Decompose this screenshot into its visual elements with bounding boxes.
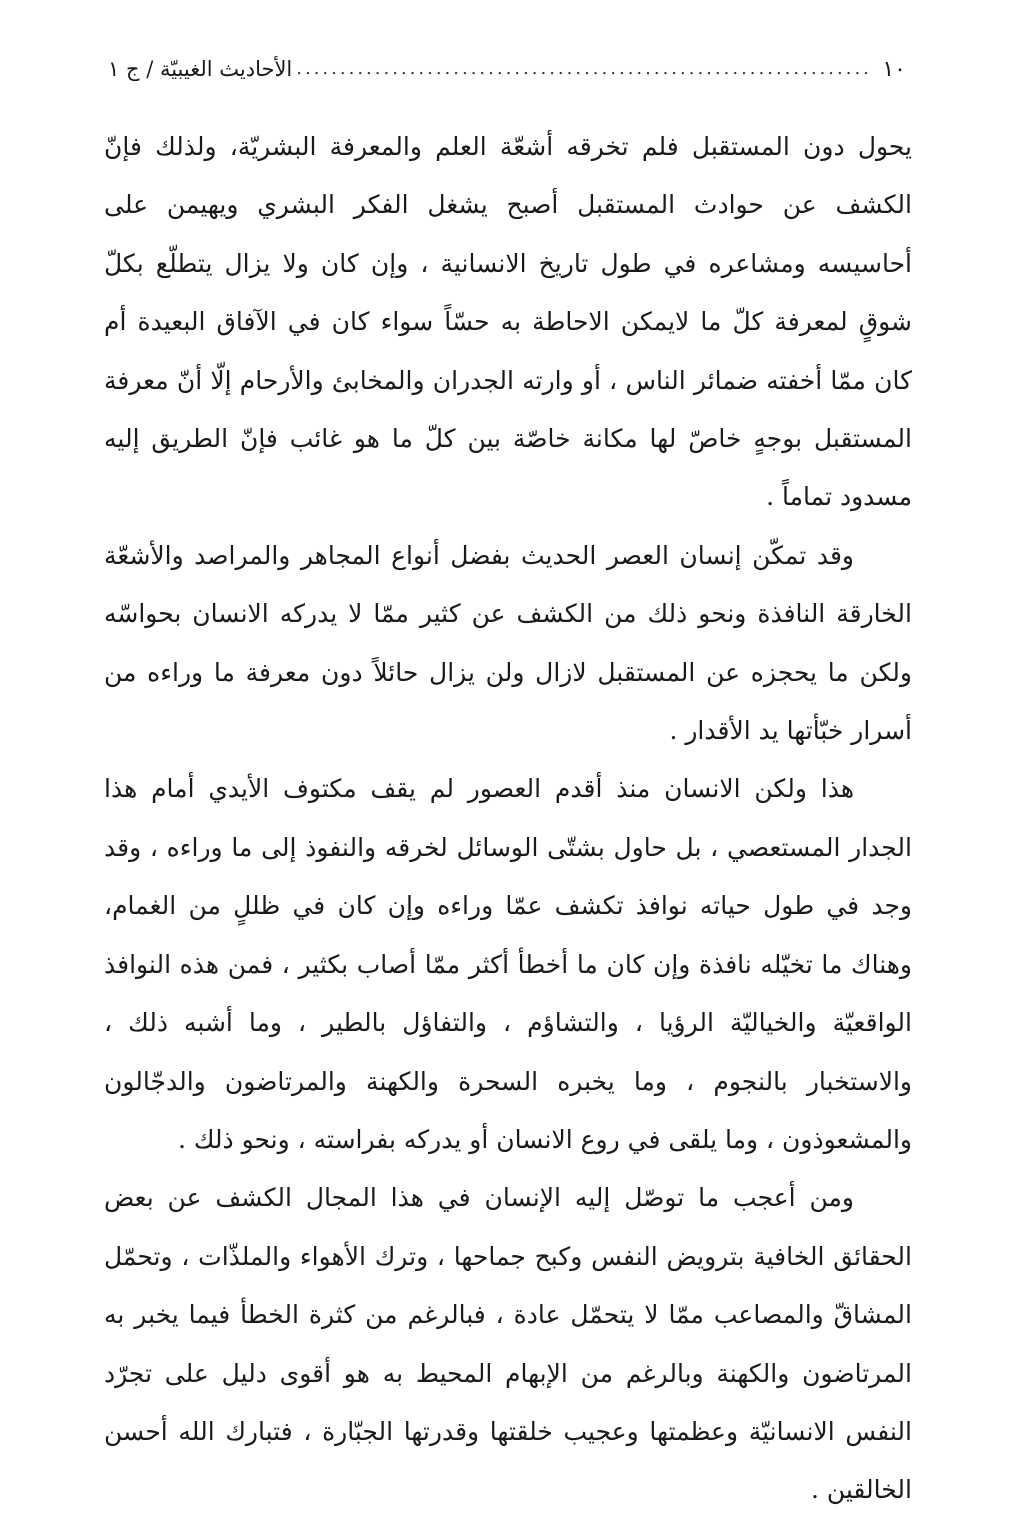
paragraph-4: ومن أعجب ما توصّل إليه الإنسان في هذا المجال الكشف عن بعض الحقائق الخافية بترويض النفس وكبح جماحها ، وترك الأهواء والملذّات ، وتحمّل المشاقّ والمصاعب ممّا لا يتحمّل عادة ، فبالرغم من كثرة الخطأ فيما يخبر به المرتاضون والكهنة وبالرغم من الإبهام المحيط به هو أقوى دليل على تجرّد النفس الانسانيّة وعظمتها وعجيب خلقتها وقدرتها الجبّارة ، فتبارك الله أحسن الخالقين . (104, 1183, 912, 1505)
book-title: الأحاديث الغيبيّة / ج ١ (108, 57, 293, 81)
page-number: ١٠ (882, 56, 906, 82)
paragraph-1: يحول دون المستقبل فلم تخرقه أشعّة العلم والمعرفة البشريّة، ولذلك فإنّ الكشف عن حوادث المستقبل أصبح يشغل الفكر البشري ويهيمن على أحاسيسه ومشاعره في طول تاريخ الانسانية ، وإن كان ولا يزال يتطلّع بكلّ شوقٍ لمعرفة كلّ ما لايمكن الاحاطة به حسّاً سواء كان في الآفاق البعيدة أم كان ممّا أخفته ضمائر الناس ، أو وارته الجدران والمخابئ والأرحام إلّا أنّ معرفة المستقبل بوجهٍ خاصّ لها مكانة خاصّة بين كلّ ما هو غائب فإنّ الطريق إليه مسدود تماماً . (104, 132, 912, 512)
paragraph-3: هذا ولكن الانسان منذ أقدم العصور لم يقف مكتوف الأيدي أمام هذا الجدار المستعصي ، بل حاول بشتّى الوسائل لخرقه والنفوذ إلى ما وراءه ، وقد وجد في طول حياته نوافذ تكشف عمّا وراءه وإن كان في ظللٍ من الغمام، وهناك ما تخيّله نافذة وإن كان ما أخطأ أكثر ممّا أصاب بكثير ، فمن هذه النوافذ الواقعيّة والخياليّة الرؤيا ، والتشاؤم ، والتفاؤل بالطير ، وما أشبه ذلك ، والاستخبار بالنجوم ، وما يخبره السحرة والكهنة والمرتاضون والدجّالون والمشعوذون ، وما يلقى في روع الانسان أو يدركه بفراسته ، ونحو ذلك . (104, 774, 912, 1154)
paragraph-2: وقد تمكّن إنسان العصر الحديث بفضل أنواع المجاهر والمراصد والأشعّة الخارقة النافذة ونحو ذلك من الكشف عن كثير ممّا لا يدركه الانسان بحواسّه ولكن ما يحجزه عن المستقبل لازال ولن يزال حائلاً دون معرفة ما وراءه من أسرار خبّأتها يد الأقدار . (104, 540, 912, 746)
body-text (104, 118, 912, 1520)
running-header (108, 52, 906, 86)
leader-dots (296, 52, 872, 86)
